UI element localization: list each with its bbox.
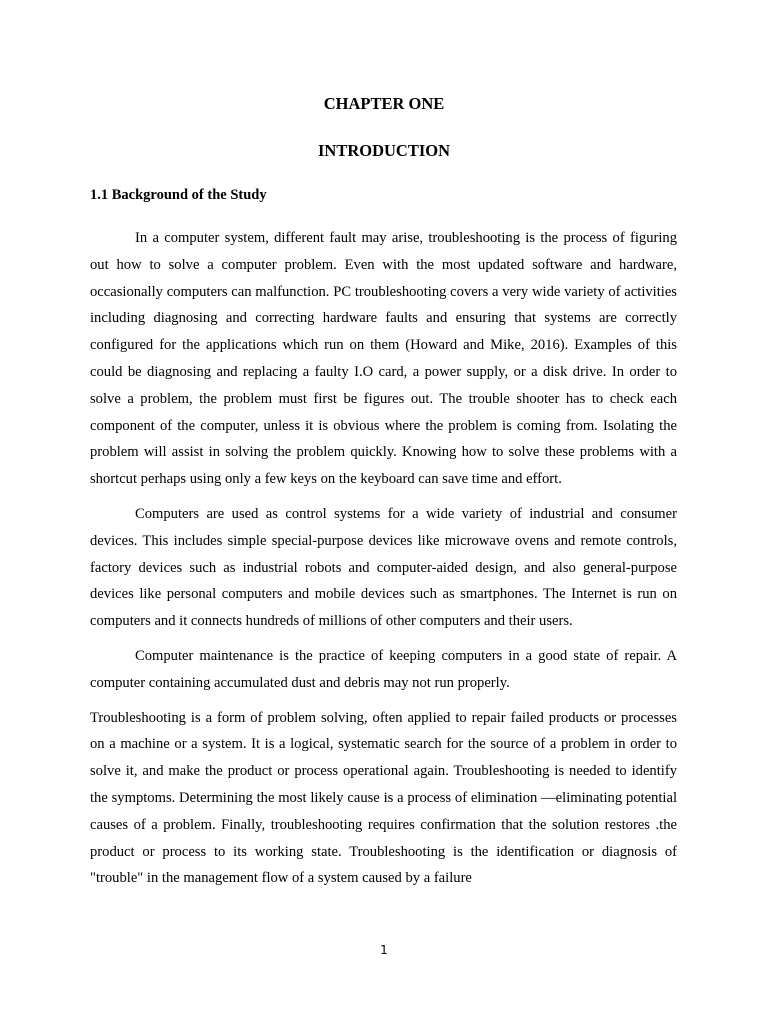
chapter-title: CHAPTER ONE (323, 94, 445, 113)
body-text (90, 225, 677, 892)
page-number: 1 (380, 943, 388, 957)
paragraph-maintenance: Computer maintenance is the practice of keeping computers in a good state of repair. A computer containing accumulated dust and debris may not run properly. (90, 647, 677, 691)
paragraph-background: In a computer system, different fault may arise, troubleshooting is the process of figuring out how to solve a computer problem. Even with the most updated software and hardware, occasionally computers can malfunction. PC troubleshooting covers a very wide variety of activities including diagnosing and correcting hardware faults and ensuring that systems are correctly configured for the applications which run on them (Howard and Mike, 2016). Examples of this could be diagnosing and replacing a faulty I.O card, a power supply, or a disk drive. In order to solve a problem, the problem must first be figures out. The trouble shooter has to check each component of the computer, unless it is obvious where the problem is coming from. Isolating the problem will assist in solving the problem quickly. Knowing how to solve these problems with a shortcut perhaps using only a few keys on the keyboard can save time and effort. (90, 230, 677, 488)
paragraph-control-systems: Computers are used as control systems for a wide variety of industrial and consumer devices. This includes simple special-purpose devices like microwave ovens and remote controls, factory devices such as industrial robots and computer-aided design, and also general-purpose devices like personal computers and mobile devices such as smartphones. The Internet is run on computers and it connects hundreds of millions of other computers and their users. (90, 505, 677, 630)
section-title: INTRODUCTION (317, 141, 451, 160)
paragraph-troubleshooting: Troubleshooting is a form of problem solving, often applied to repair failed products or processes on a machine or a system. It is a logical, systematic search for the source of a problem in order to solve it, and make the product or process operational again. Troubleshooting is needed to identify the symptoms. Determining the most likely cause is a process of elimination —eliminating potential causes of a problem. Finally, troubleshooting requires confirmation that the solution restores .the product or process to its working state. Troubleshooting is the identification or diagnosis of "trouble" in the management flow of a system caused by a failure (90, 709, 677, 887)
subsection-title: 1.1 Background of the Study (90, 187, 267, 203)
